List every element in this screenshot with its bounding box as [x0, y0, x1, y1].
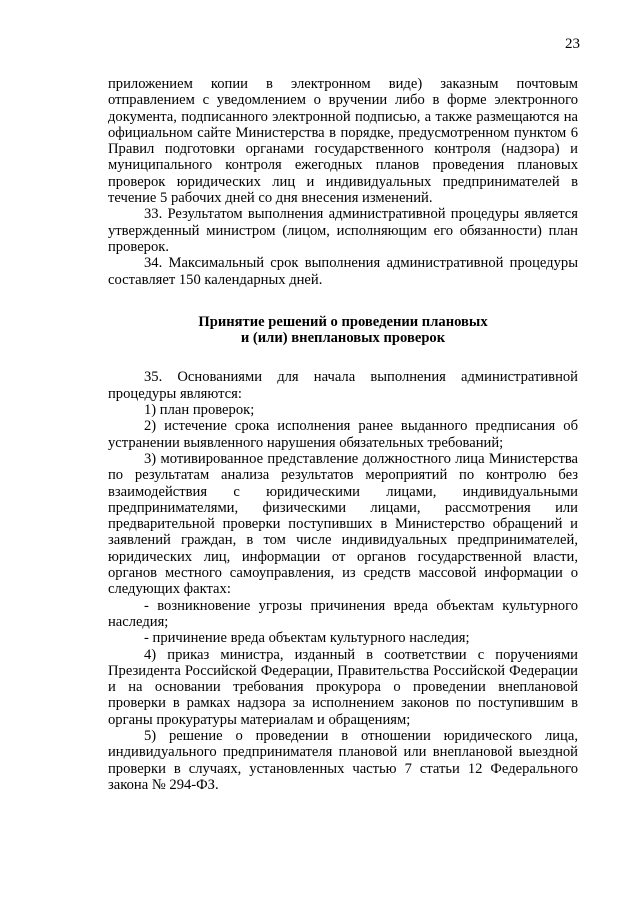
list-item-5: 5) решение о проведении в отношении юридического лица, индивидуального предпринимателя плановой или внеплановой выездной проверки в случаях, установленных частью 7 статьи 12 Федерального закона № 294-ФЗ. — [108, 727, 578, 793]
page-number: 23 — [565, 36, 580, 52]
section-heading-line-2: и (или) внеплановых проверок — [240, 330, 446, 347]
list-item-3: 3) мотивированное представление должностного лица Министерства по результатам анализа результатов мероприятий по контролю без взаимодействия с юридическими лицами, индивидуальными предпринимателями, физическими лицами, рассмотрения или предварительной проверки поступивших в Министерство обращений и заявлений граждан, в том числе индивидуальных предпринимателей, юридических лиц, информации от органов государственной власти, органов местного самоуправления, из средств массовой информации о следующих фактах: — [108, 450, 578, 598]
section-heading-line-1: Принятие решений о проведении плановых — [198, 313, 488, 330]
paragraph-33: 33. Результатом выполнения административной процедуры является утвержденный министром (лицом, исполняющим его обязанности) план проверок. — [108, 206, 578, 255]
list-item-4: 4) приказ министра, изданный в соответствии с поручениями Президента Российской Федерации, Правительства Российской Федерации и на основании требования прокурора о проведении внеплановой проверки в рамках надзора за исполнением законов по поступившим в органы прокуратуры материалам и обращениям; — [108, 646, 578, 728]
section-heading — [108, 314, 578, 347]
paragraph-34: 34. Максимальный срок выполнения административной процедуры составляет 150 календарных дней. — [108, 255, 578, 288]
dash-item-2: - причинение вреда объектам культурного наследия; — [144, 630, 470, 647]
document-body — [108, 76, 578, 793]
list-item-1: 1) план проверок; — [144, 402, 255, 419]
paragraph-35: 35. Основаниями для начала выполнения административной процедуры являются: — [108, 369, 578, 402]
list-item-2: 2) истечение срока исполнения ранее выданного предписания об устранении выявленного нарушения обязательных требований; — [108, 418, 578, 451]
dash-item-1: - возникновение угрозы причинения вреда объектам культурного наследия; — [108, 597, 578, 630]
paragraph-continuation: приложением копии в электронном виде) заказным почтовым отправлением с уведомлением о вручении либо в форме электронного документа, подписанного электронной подписью, а также размещаются на официальном сайте Министерства в порядке, предусмотренном пунктом 6 Правил подготовки органами государственного контроля (надзора) и муниципального контроля ежегодных планов проведения плановых проверок юридических лиц и индивидуальных предпринимателей в течение 5 рабочих дней со дня внесения изменений. — [108, 76, 578, 207]
